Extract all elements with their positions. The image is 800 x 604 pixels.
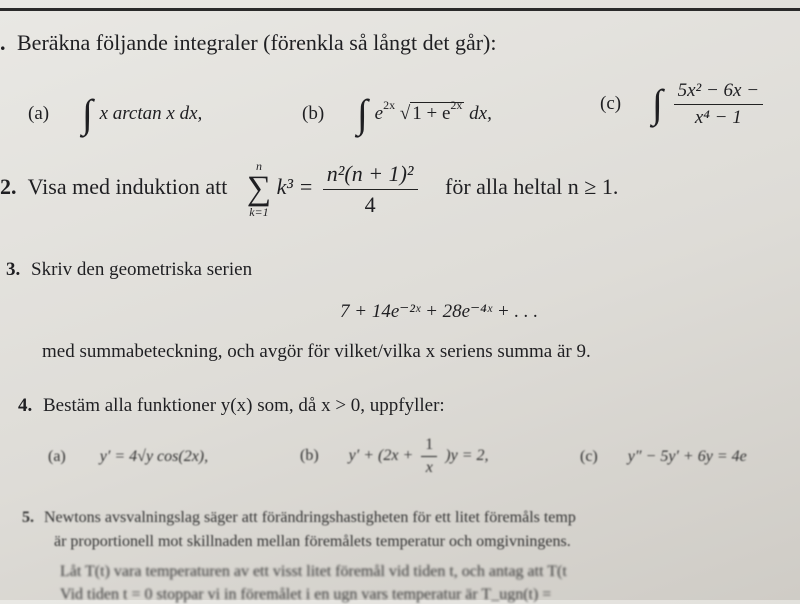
problem-4a bbox=[48, 448, 208, 466]
integral-sign-icon: ∫ bbox=[356, 91, 368, 136]
problem-4b-eq-start: y′ + (2x + bbox=[348, 447, 414, 465]
problem-4b-denominator: x bbox=[425, 459, 433, 476]
problem-3-series bbox=[340, 300, 538, 323]
problem-1b-tail: dx, bbox=[469, 103, 492, 124]
problem-1b-base: e bbox=[374, 103, 384, 124]
integral-sign-icon: ∫ bbox=[651, 81, 663, 126]
problem-4a-label: (a) bbox=[48, 448, 66, 465]
problem-1c-numerator: 5x² − 6x − bbox=[674, 80, 763, 105]
problem-5-line-3 bbox=[60, 563, 567, 581]
problem-1-heading bbox=[0, 30, 497, 56]
problem-1b-root: $1 + e^{2x}$ bbox=[412, 98, 463, 124]
sum-lower-limit: k=1 bbox=[249, 205, 269, 219]
problem-4b bbox=[300, 436, 489, 477]
problem-5-text-2: är proportionell mot skillnaden mellan föremålets temperatur och omgivningens. bbox=[54, 533, 571, 550]
problem-4-text: Bestäm alla funktioner y(x) som, då x > 0, uppfyller: bbox=[43, 395, 445, 416]
problem-4b-eq-end: )y = 2, bbox=[445, 447, 489, 465]
problem-4c bbox=[580, 448, 747, 466]
problem-3-heading bbox=[6, 259, 252, 281]
problem-5-number: 5. bbox=[22, 509, 34, 526]
sum-term: k³ = bbox=[276, 174, 314, 200]
problem-2-fraction bbox=[323, 161, 418, 218]
series-expression: 7 + 14e⁻²ˣ + 28e⁻⁴ˣ + . . . bbox=[340, 301, 539, 322]
problem-4-heading bbox=[18, 395, 445, 417]
problem-3-number: 3. bbox=[6, 259, 21, 280]
problem-2-text: Visa med induktion att bbox=[27, 174, 228, 200]
top-rule bbox=[0, 8, 800, 11]
problem-1b bbox=[302, 86, 492, 136]
summation bbox=[247, 160, 271, 218]
problem-2-tail: för alla heltal n ≥ 1. bbox=[445, 174, 619, 200]
problem-1c bbox=[600, 76, 767, 129]
problem-5-line-1 bbox=[22, 509, 576, 527]
problem-4b-label: (b) bbox=[300, 447, 319, 465]
sigma-icon: ∑ bbox=[246, 170, 272, 207]
problem-4b-fraction bbox=[421, 436, 437, 477]
problem-1b-exp: 2x bbox=[383, 98, 396, 112]
problem-5-text-1: Newtons avsvalningslag säger att förändringshastigheten för ett litet föremåls temp bbox=[44, 509, 576, 526]
problem-1-text: Beräkna följande integraler (förenkla så långt det går): bbox=[17, 30, 497, 55]
problem-3-followup bbox=[42, 341, 591, 363]
problem-4c-label: (c) bbox=[580, 448, 598, 465]
problem-1b-label: (b) bbox=[302, 103, 325, 124]
problem-5-line-2 bbox=[54, 533, 571, 551]
problem-1c-label: (c) bbox=[600, 93, 622, 114]
problem-5-text-4: Vid tiden t = 0 stoppar vi in föremålet i en ugn vars temperatur är T_ugn(t) = bbox=[60, 586, 552, 603]
problem-5-line-4 bbox=[60, 586, 551, 604]
problem-3-text: Skriv den geometriska serien bbox=[31, 259, 253, 280]
problem-4-number: 4. bbox=[18, 395, 33, 416]
sqrt-icon: √ bbox=[399, 103, 411, 124]
problem-2-numerator: n²(n + 1)² bbox=[323, 161, 418, 190]
problem-1-number: . bbox=[0, 30, 6, 55]
problem-1a bbox=[28, 86, 203, 136]
problem-3-followup-text: med summabeteckning, och avgör för vilket/vilka x seriens summa är 9. bbox=[42, 341, 591, 362]
problem-4b-numerator: 1 bbox=[421, 436, 437, 457]
problem-4a-equation: y′ = 4√y cos(2x), bbox=[99, 448, 209, 465]
problem-2-denominator: 4 bbox=[364, 191, 376, 217]
sum-upper-limit: n bbox=[255, 159, 262, 173]
problem-2 bbox=[0, 160, 618, 218]
problem-4c-equation: y″ − 5y′ + 6y = 4e bbox=[627, 448, 747, 465]
problem-2-number: 2. bbox=[0, 174, 17, 200]
problem-1c-denominator: x⁴ − 1 bbox=[694, 107, 742, 129]
problem-1a-label: (a) bbox=[28, 103, 50, 124]
problem-1a-integrand: x arctan x dx, bbox=[99, 103, 203, 124]
integral-sign-icon: ∫ bbox=[81, 91, 93, 136]
problem-5-text-3: Låt T(t) vara temperaturen av ett visst litet föremål vid tiden t, och antag att T(t bbox=[60, 563, 567, 580]
problem-1c-fraction bbox=[674, 80, 763, 129]
